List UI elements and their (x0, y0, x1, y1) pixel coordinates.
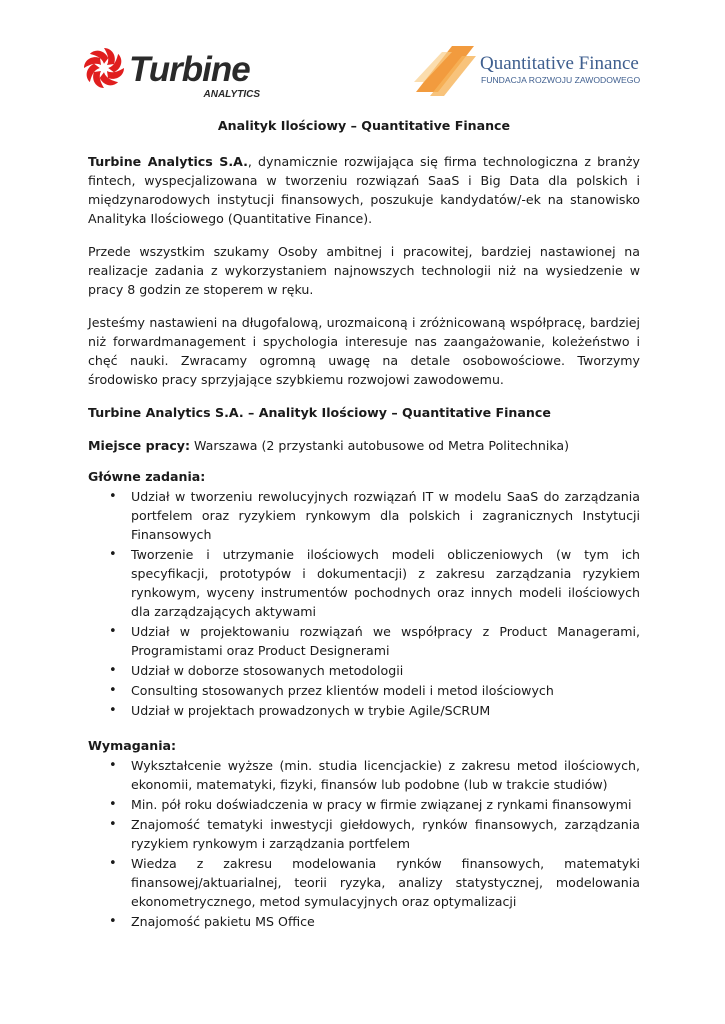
requirements-list (88, 756, 640, 931)
list-item: • Consulting stosowanych przez klientów modeli i metod ilościowych (88, 681, 640, 700)
document-body (88, 116, 640, 947)
turbine-subtitle: ANALYTICS (203, 89, 260, 100)
list-item: • Wykształcenie wyższe (min. studia licencjackie) z zakresu metod ilościowych, ekonomii, matematyki, fizyki, finansów lub podobne (lub w trakcie studiów) (88, 756, 640, 794)
intro-text: , dynamicznie rozwijająca się firma technologiczna z branży fintech, wyspecjalizowana w tworzeniu rozwiązań SaaS i Big Data dla polskich i międzynarodowych instytucji finansowych, poszukuje kandydatów/-ek na stanowisko Analityka Ilościowego (Quantitative Finance). (88, 154, 640, 226)
candidate-paragraph: Przede wszystkim szukamy Osoby ambitnej i pracowitej, bardziej nastawionej na realizacje zadania z wykorzystaniem najnowszych technologii niż na wysiedzenie w pracy 8 godzin ze stoperem w ręku. (88, 244, 640, 297)
tasks-heading: Główne zadania: (88, 469, 206, 484)
company-name: Turbine Analytics S.A. (88, 154, 248, 169)
qf-leaf-icon (414, 46, 476, 96)
list-item: • Udział w doborze stosowanych metodologii (88, 661, 640, 680)
list-item: • Tworzenie i utrzymanie ilościowych modeli obliczeniowych (w tym ich specyfikacji, prototypów i dokumentacji) z zakresu zarządzania ryzykiem rynkowym, wyceny instrumentów pochodnych oraz innych modeli ilościowych dla zarządzających aktywami (88, 545, 640, 621)
list-item: • Znajomość tematyki inwestycji giełdowych, rynków finansowych, zarządzania ryzykiem rynkowym i zarządzania portfelem (88, 815, 640, 853)
requirements-heading: Wymagania: (88, 738, 177, 753)
location-label: Miejsce pracy: (88, 438, 191, 453)
location-line (88, 436, 640, 455)
intro-paragraph (88, 152, 640, 228)
list-item: • Udział w tworzeniu rewolucyjnych rozwiązań IT w modelu SaaS do zarządzania portfelem oraz ryzykiem rynkowym dla polskich i zagranicznych Instytucji Finansowych (88, 487, 640, 544)
location-value: Warszawa (2 przystanki autobusowe od Metra Politechnika) (190, 438, 570, 453)
list-item: • Udział w projektowaniu rozwiązań we współpracy z Product Managerami, Programistami oraz Product Designerami (88, 622, 640, 660)
qf-wordmark: Quantitative Finance (480, 53, 639, 74)
list-item: • Znajomość pakietu MS Office (88, 912, 640, 931)
culture-paragraph: Jesteśmy nastawieni na długofalową, urozmaiconą i zróżnicowaną współpracę, bardziej niż forwardmanagement i spychologia interesuje nas zaangażowanie, koleżeństwo i chęć nauki. Zwracamy ogromną uwagę na detale osobowościowe. Tworzymy środowisko pracy sprzyjające szybkiemu rozwojowi zawodowemu. (88, 315, 640, 387)
list-item: • Min. pół roku doświadczenia w pracy w firmie związanej z rynkami finansowymi (88, 795, 640, 814)
quantitative-finance-logo (412, 42, 642, 100)
tasks-list (88, 487, 640, 720)
turbine-analytics-logo (80, 42, 270, 102)
qf-subtitle: FUNDACJA ROZWOJU ZAWODOWEGO (481, 75, 641, 85)
position-subtitle: Turbine Analytics S.A. – Analityk Ilościowy – Quantitative Finance (88, 405, 551, 420)
turbine-swirl-icon (82, 46, 126, 90)
document-title: Analityk Ilościowy – Quantitative Finance (217, 118, 511, 133)
list-item: • Wiedza z zakresu modelowania rynków finansowych, matematyki finansowej/aktuarialnej, teorii ryzyka, analizy statystycznej, modelowania ekonometrycznego, metod symulacyjnych oraz optymalizacji (88, 854, 640, 911)
turbine-wordmark: Turbine (129, 50, 250, 89)
list-item: • Udział w projektach prowadzonych w trybie Agile/SCRUM (88, 701, 640, 720)
